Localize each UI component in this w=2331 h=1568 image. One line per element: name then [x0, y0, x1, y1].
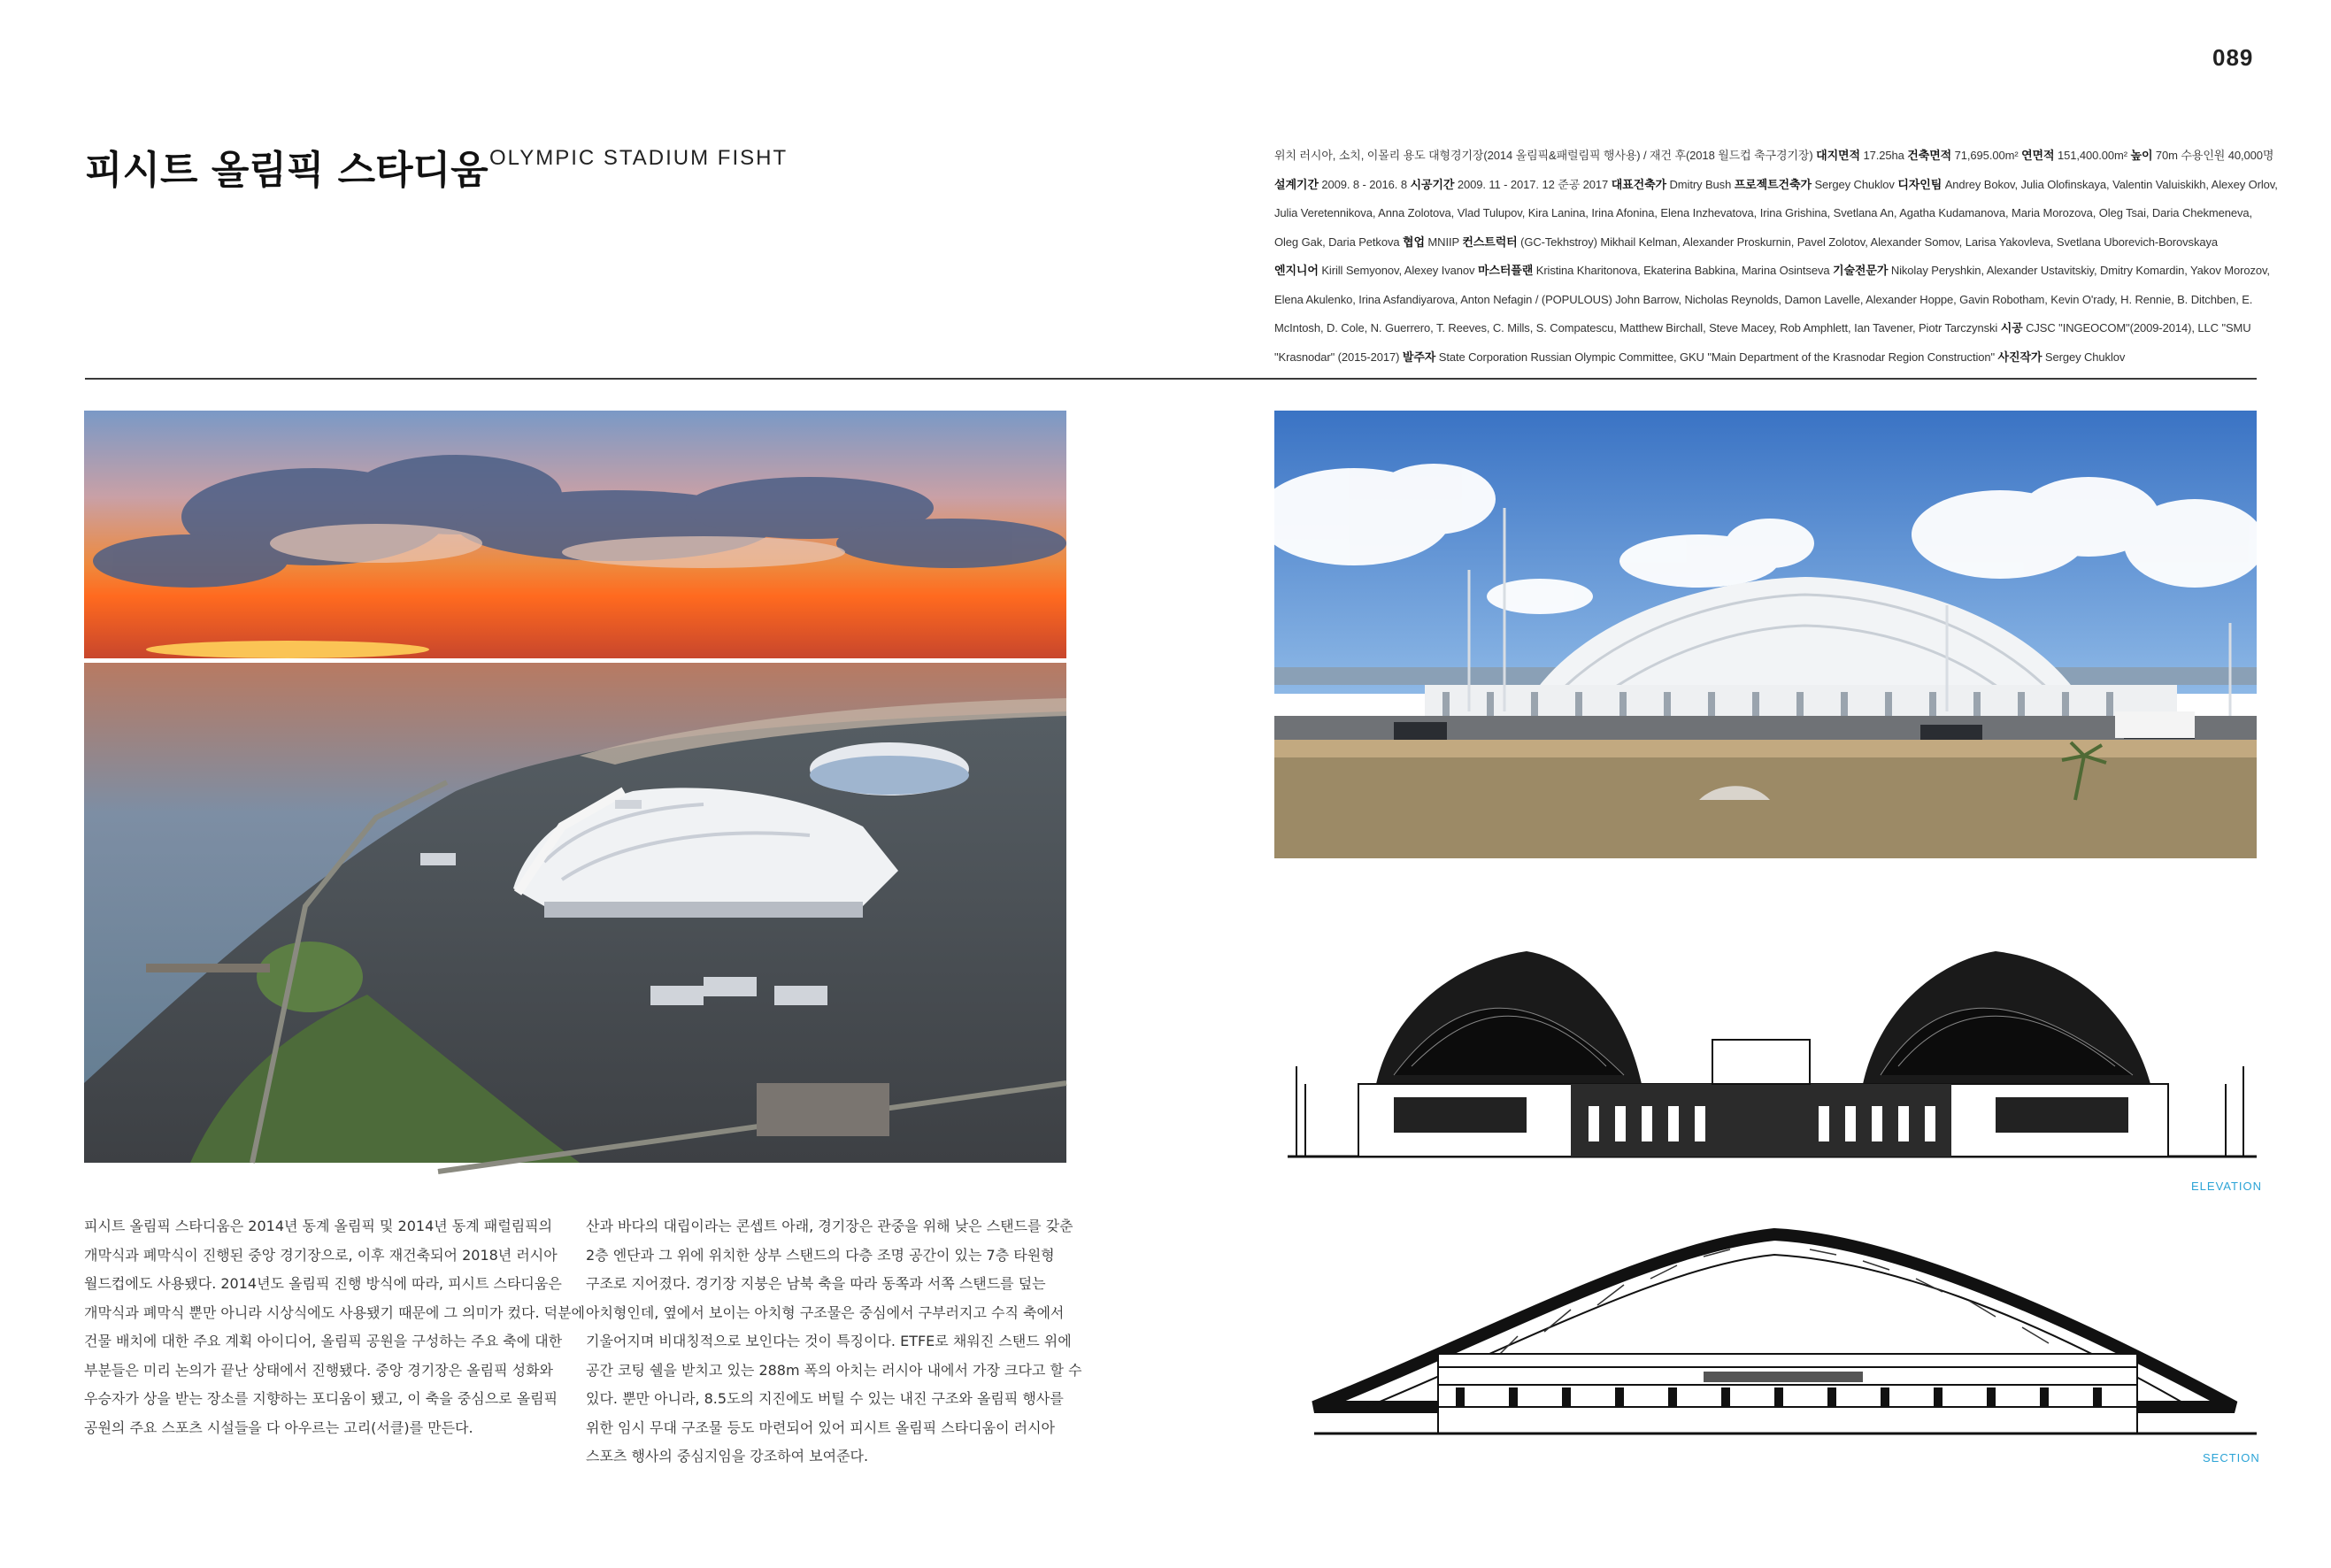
project-info-label: 시공기간 [1410, 177, 1455, 191]
project-info-label: 높이 [2130, 149, 2153, 162]
project-info-value: 17.25ha [1859, 149, 1908, 162]
project-info-value: 2009. 8 - 2016. 8 [1318, 177, 1411, 191]
project-info-value: 70m 수용인원 40,000명 [2152, 149, 2274, 162]
project-info-label: 대지면적 [1816, 149, 1860, 162]
project-info-value: Andrey Bokov, Julia Olofinskaya, Valentin Valuiskikh, Alexey Orlov, [1942, 177, 2278, 191]
project-info-value: McIntosh, D. Cole, N. Guerrero, T. Reeves, C. Mills, S. Compatescu, Matthew Birchall, Steve Macey, Rob Amphlett, Ian Tavener, Piotr Tarczynski [1274, 321, 2001, 334]
project-info-label: 발주자 [1402, 350, 1436, 364]
project-info [1274, 142, 2278, 372]
elevation-caption: ELEVATION [2191, 1180, 2263, 1193]
project-info-label: 컨스트럭터 [1462, 234, 1518, 249]
project-info-label: 설계기간 [1274, 177, 1319, 191]
project-info-value: "Krasnodar" (2015-2017) [1274, 350, 1403, 364]
body-line: 공간 코팅 쉘을 받치고 있는 288m 폭의 아치는 러시아 내에서 가장 크다고 할 수 [586, 1361, 1082, 1379]
section-caption: SECTION [2203, 1451, 2260, 1464]
project-info-value: Elena Akulenko, Irina Asfandiyarova, Anton Nefagin / (POPULOUS) John Barrow, Nicholas Reynolds, Damon Lavelle, Alexander Hoppe, Gavin Robotham, Kevin O'rady, H. Rennie, B. Ditchben, E. [1274, 292, 2253, 306]
project-info-line [1274, 171, 2278, 200]
project-info-label: 프로젝트건축가 [1734, 177, 1812, 191]
project-info-value: CJSC "INGEOCOM"(2009-2014), LLC "SMU [2022, 321, 2251, 334]
project-info-value: Julia Veretennikova, Anna Zolotova, Vlad Tulupov, Kira Lanina, Irina Afonina, Elena Inzhevatova, Irina Grishina, Svetlana An, Agatha Kudamanova, Maria Morozova, Oleg Tsai, Daria Chekmeneva, [1274, 206, 2253, 219]
project-info-label: 마스터플랜 [1477, 264, 1534, 277]
project-info-line [1274, 199, 2257, 228]
body-line: 2층 엔단과 그 위에 위치한 상부 스탠드의 다층 조명 공간이 있는 7층 타원형 [586, 1246, 1055, 1264]
body-line: 구조로 지어졌다. 경기장 지붕은 남북 축을 따라 동쪽과 서쪽 스탠드를 덮는 [586, 1275, 1046, 1292]
project-info-value: 위치 러시아, 소치, 이몰리 용도 대형경기장(2014 올림픽&패럴림픽 행사용) / 재건 후(2018 월드컵 축구경기장) [1274, 149, 1817, 162]
body-line: 월드컵에도 사용됐다. 2014년도 올림픽 진행 방식에 따라, 피시트 스타디움은 [84, 1275, 562, 1292]
project-info-label: 협업 [1403, 234, 1425, 249]
project-info-label: 시공 [2000, 321, 2023, 334]
project-info-label: 기술전문가 [1833, 264, 1889, 277]
project-info-value: Kirill Semyonov, Alexey Ivanov [1318, 264, 1478, 277]
body-line: 기울어지며 비대칭적으로 보인다는 것이 특징이다. ETFE로 채워진 스탠드 위에 [586, 1333, 1072, 1349]
project-info-label: 디자인팀 [1897, 177, 1942, 191]
body-line: 공원의 주요 스포츠 시설들을 다 아우르는 고리(서클)를 만든다. [84, 1418, 473, 1436]
project-info-line [1274, 228, 2257, 257]
project-info-value: (GC-Tekhstroy) Mikhail Kelman, Alexander Proskurnin, Pavel Zolotov, Alexander Somov, Larisa Yakovleva, Svetlana Uborevich-Borovskaya [1517, 234, 2218, 249]
project-info-line [1274, 286, 2257, 315]
project-info-value: MNIIP [1424, 234, 1463, 249]
project-info-value: Dmitry Bush [1666, 177, 1735, 191]
section-drawing [1314, 1230, 2257, 1442]
body-line: 개막식과 폐막식이 진행된 중앙 경기장으로, 이후 재건축되어 2018년 러시아 [84, 1246, 558, 1264]
project-info-label: 엔지니어 [1274, 264, 1319, 277]
project-info-label: 건축면적 [1907, 149, 1952, 162]
page-number: 089 [2212, 44, 2254, 71]
project-info-value: State Corporation Russian Olympic Committee, GKU "Main Department of the Krasnodar Region Construction" [1435, 350, 1998, 364]
project-info-line [1274, 257, 2270, 286]
body-text-left [84, 1212, 585, 1442]
body-text-right [586, 1212, 1082, 1472]
body-line: 건물 배치에 대한 주요 계획 아이디어, 올림픽 공원을 구성하는 주요 축에 대한 [84, 1333, 563, 1349]
body-line: 피시트 올림픽 스타디움은 2014년 동계 올림픽 및 2014년 동계 패럴림픽의 [84, 1218, 553, 1234]
project-info-line [1274, 343, 2257, 373]
project-info-value: 71,695.00m² [1951, 149, 2022, 162]
body-line: 우승자가 상을 받는 장소를 지향하는 포디움이 됐고, 이 축을 중심으로 올림픽 [84, 1390, 558, 1407]
project-info-value: Nikolay Peryshkin, Alexander Ustavitskiy, Dmitry Komardin, Yakov Morozov, [1888, 264, 2270, 277]
stadium-side-photo [1274, 411, 2257, 858]
project-info-value: 151,400.00m² [2054, 149, 2131, 162]
project-info-label: 사진작가 [1997, 350, 2043, 364]
header-divider [85, 378, 2257, 380]
project-info-label: 연면적 [2021, 149, 2055, 162]
aerial-stadium-photo [84, 411, 1066, 1163]
elevation-drawing [1288, 951, 2257, 1164]
page-title-english: OLYMPIC STADIUM FISHT [489, 146, 789, 170]
body-line: 개막식과 폐막식 뿐만 아니라 시상식에도 사용됐기 때문에 그 의미가 컸다. 덕분에 [84, 1303, 585, 1321]
project-info-value: 2009. 11 - 2017. 12 준공 2017 [1454, 177, 1612, 191]
body-line: 아치형인데, 옆에서 보이는 아치형 구조물은 중심에서 구부러지고 수직 축에서 [586, 1303, 1065, 1321]
body-line: 스포츠 행사의 중심지임을 강조하여 보여준다. [586, 1448, 869, 1464]
body-line: 위한 임시 무대 구조물 등도 마련되어 있어 피시트 올림픽 스타디움이 러시아 [586, 1418, 1055, 1436]
project-info-line [1274, 314, 2257, 343]
project-info-value: Oleg Gak, Daria Petkova [1274, 234, 1403, 249]
project-info-value: Sergey Chuklov [1811, 177, 1898, 191]
body-line: 부분들은 미리 논의가 끝난 상태에서 진행됐다. 중앙 경기장은 올림픽 성화와 [84, 1361, 553, 1379]
body-line: 산과 바다의 대립이라는 콘셉트 아래, 경기장은 관중을 위해 낮은 스탠드를 갖춘 [586, 1218, 1073, 1234]
project-info-value: Kristina Kharitonova, Ekaterina Babkina, Marina Osintseva [1533, 264, 1834, 277]
project-info-value: Sergey Chuklov [2042, 350, 2126, 364]
project-info-label: 대표건축가 [1611, 177, 1666, 191]
page-title-korean: 피시트 올림픽 스타디움 [85, 148, 489, 193]
body-line: 있다. 뿐만 아니라, 8.5도의 지진에도 버틸 수 있는 내진 구조와 올림픽 행사를 [586, 1390, 1064, 1407]
project-info-line [1274, 142, 2274, 171]
